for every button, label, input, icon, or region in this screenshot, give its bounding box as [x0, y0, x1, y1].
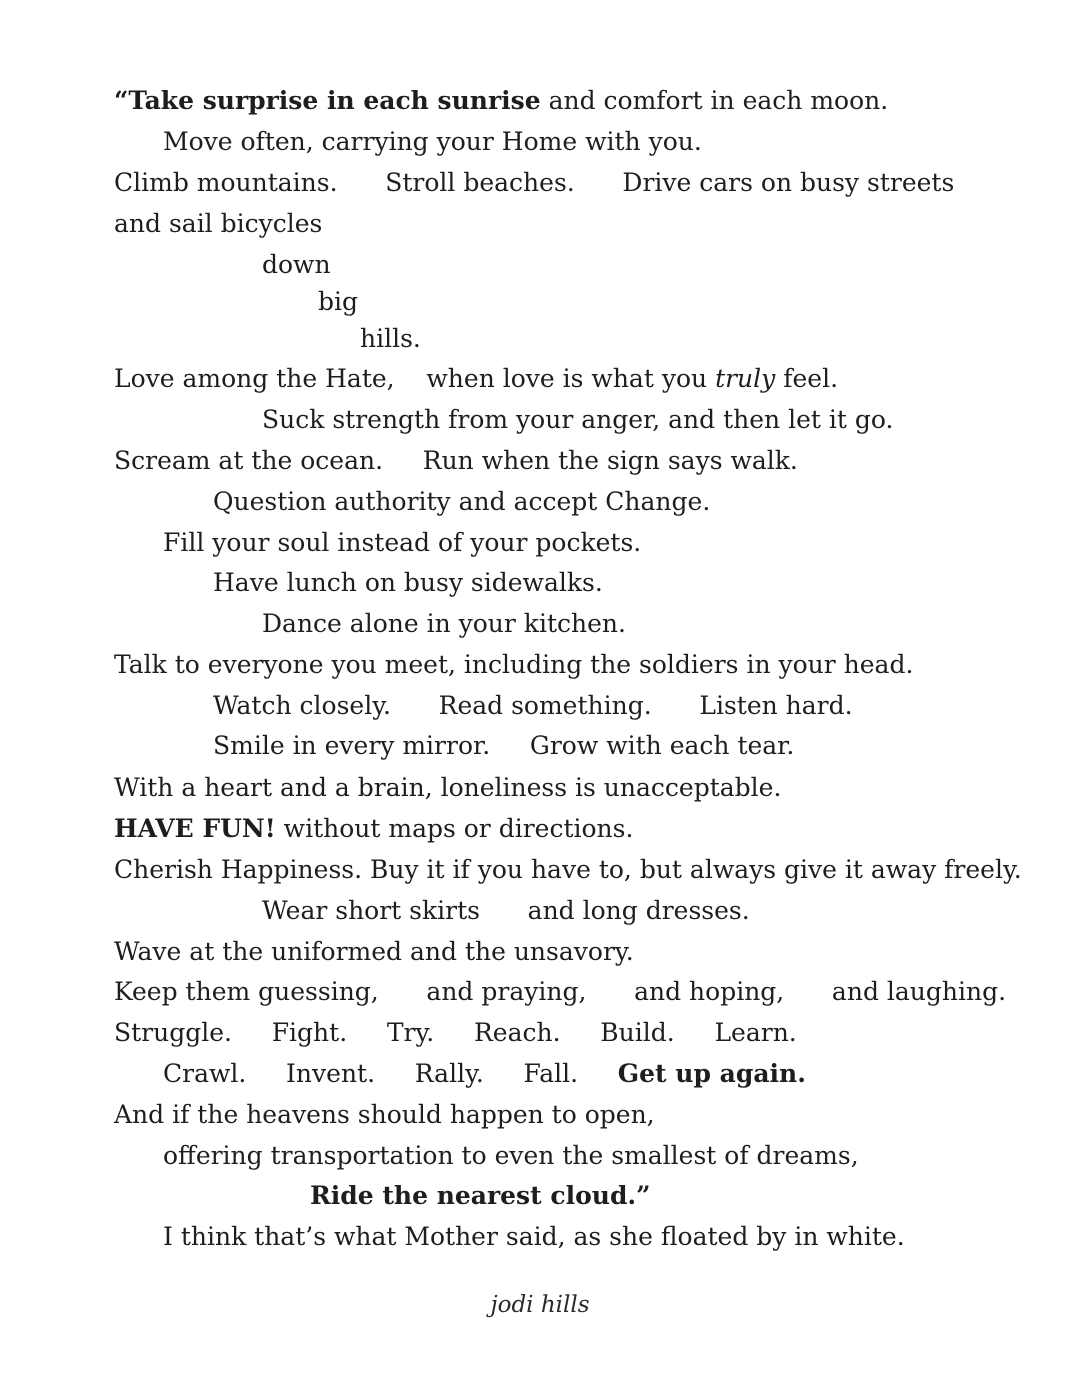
poem-line: [114, 855, 1022, 885]
line-text: offering transportation to even the smallest of dreams,: [163, 1141, 859, 1170]
line-text: Have lunch on busy sidewalks.: [213, 568, 603, 597]
poem-line: [114, 446, 798, 476]
poem-line: [114, 650, 913, 680]
bold-text: “Take surprise in each sunrise: [114, 86, 541, 115]
poem-line: [163, 127, 702, 157]
line-text: and sail bicycles: [114, 209, 323, 238]
bold-text: Get up again.: [617, 1059, 806, 1088]
line-text: and comfort in each moon.: [540, 86, 889, 115]
poem-line: [114, 209, 322, 239]
italic-text: truly: [715, 364, 776, 393]
line-text: Watch closely. Read something. Listen hard.: [213, 691, 853, 720]
poem-line: [163, 1141, 859, 1171]
bold-text: Ride the nearest cloud.”: [310, 1181, 651, 1210]
poem-line: [262, 250, 331, 280]
line-text: Cherish Happiness. Buy it if you have to, but always give it away freely.: [114, 855, 1022, 884]
poem-line: [114, 1100, 655, 1130]
line-text: without maps or directions.: [275, 814, 634, 843]
line-text: Wear short skirts and long dresses.: [262, 896, 750, 925]
bold-text: HAVE FUN!: [114, 814, 276, 843]
line-text: down: [262, 250, 331, 279]
poem-line: [262, 609, 626, 639]
line-text: Climb mountains. Stroll beaches. Drive cars on busy streets: [114, 168, 955, 197]
line-text: And if the heavens should happen to open,: [114, 1100, 655, 1129]
poem-line: [213, 568, 603, 598]
poem-line: [163, 1222, 905, 1252]
line-text: Love among the Hate, when love is what you: [114, 364, 716, 393]
poem-line: [114, 364, 838, 394]
line-text: Struggle. Fight. Try. Reach. Build. Learn.: [114, 1018, 797, 1047]
line-text: Talk to everyone you meet, including the soldiers in your head.: [114, 650, 914, 679]
line-text: big: [318, 287, 359, 316]
line-text: Scream at the ocean. Run when the sign says walk.: [114, 446, 798, 475]
poem-line: [114, 977, 1006, 1007]
poem-line: [262, 405, 893, 435]
poem-line: [114, 168, 954, 198]
poem-line: [318, 287, 358, 317]
line-text: Suck strength from your anger, and then let it go.: [262, 405, 894, 434]
poem-line: [114, 773, 781, 803]
poem-line: [163, 1059, 806, 1089]
line-text: Crawl. Invent. Rally. Fall.: [163, 1059, 618, 1088]
poem-line: [114, 1018, 797, 1048]
poem-line: [213, 731, 794, 761]
line-text: With a heart and a brain, loneliness is unacceptable.: [114, 773, 782, 802]
line-text: Smile in every mirror. Grow with each tear.: [213, 731, 795, 760]
line-text: Dance alone in your kitchen.: [262, 609, 626, 638]
poem-line: [114, 937, 634, 967]
line-text: I think that’s what Mother said, as she floated by in white.: [163, 1222, 905, 1251]
signature: jodi hills: [490, 1292, 590, 1318]
poem-line: [163, 528, 641, 558]
poem-line: [262, 896, 750, 926]
poem-line: [213, 691, 853, 721]
line-text: Wave at the uniformed and the unsavory.: [114, 937, 634, 966]
line-text: feel.: [775, 364, 839, 393]
line-text: Fill your soul instead of your pockets.: [163, 528, 642, 557]
poem-line: [114, 86, 888, 116]
line-text: Keep them guessing, and praying, and hoping, and laughing.: [114, 977, 1007, 1006]
line-text: hills.: [360, 324, 421, 353]
line-text: Question authority and accept Change.: [213, 487, 711, 516]
line-text: Move often, carrying your Home with you.: [163, 127, 702, 156]
poem-line: [360, 324, 421, 354]
poem-line: [310, 1181, 651, 1211]
poem-line: [114, 814, 633, 844]
poem-line: [213, 487, 710, 517]
